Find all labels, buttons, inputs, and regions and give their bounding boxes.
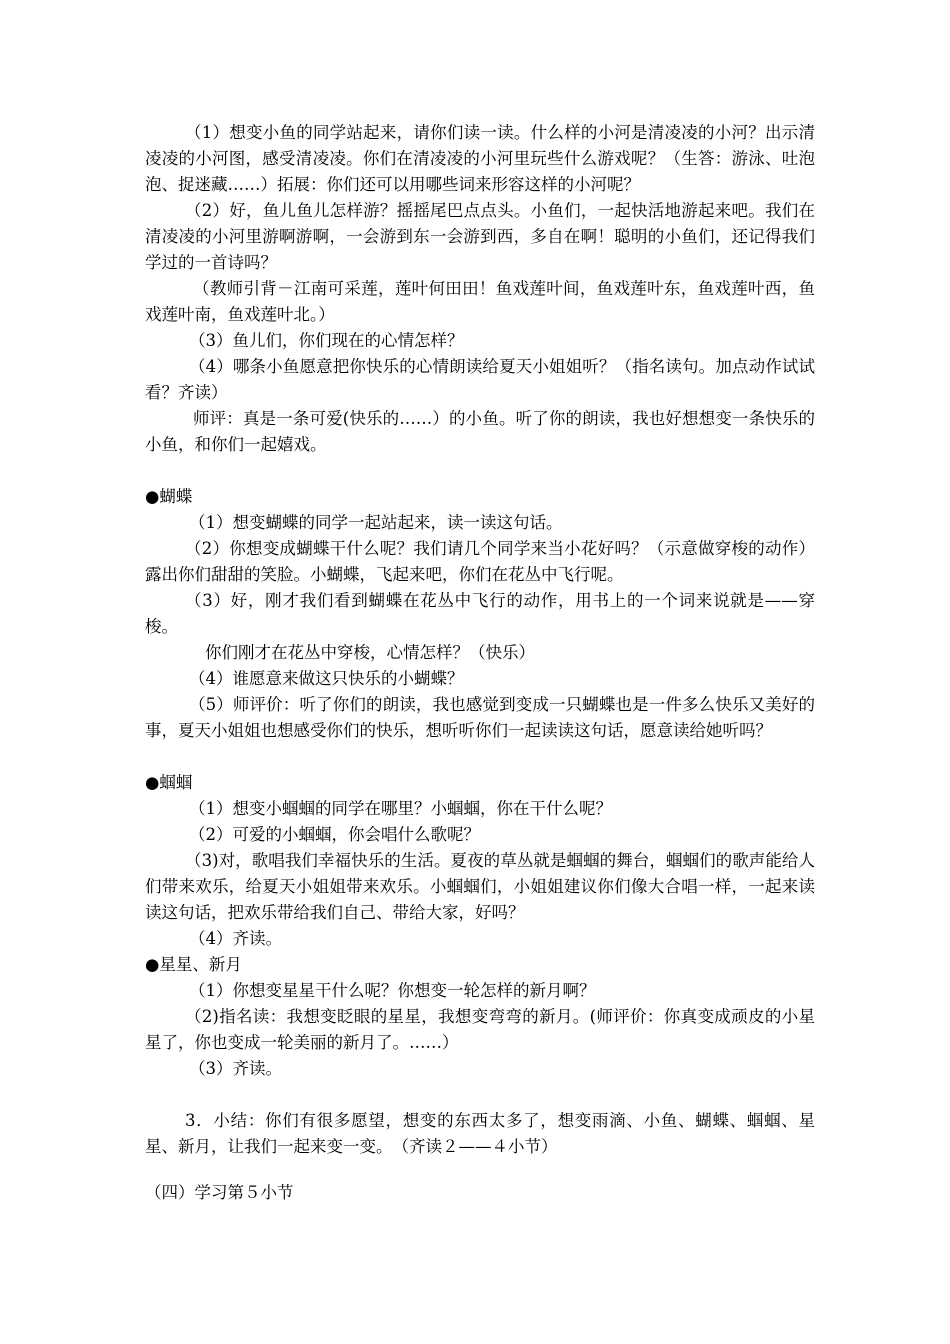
spacer [145, 1160, 815, 1180]
fish-paragraph-5: （4）哪条小鱼愿意把你快乐的心情朗读给夏天小姐姐听？（指名读句。加点动作试试看？齐读） [145, 357, 815, 402]
fish-paragraph-1: （1）想变小鱼的同学站起来，请你们读一读。什么样的小河是清凌凌的小河？出示清凌凌的小河图，感受清凌凌。你们在清凌凌的小河里玩些什么游戏呢？（生答：游泳、吐泡泡、捉迷藏……）拓展：你们还可以用哪些词来形容这样的小河呢？ [145, 123, 815, 194]
cricket-paragraph-4: （4）齐读。 [189, 929, 282, 948]
butterfly-heading: ●蝴蝶 [145, 487, 193, 506]
stars-paragraph-1: （1）你想变星星干什么呢？你想变一轮怎样的新月啊？ [189, 981, 596, 1000]
stars-paragraph-2: （2)指名读：我想变眨眼的星星，我想变弯弯的新月。(师评价：你真变成顽皮的小星星了，你也变成一轮美丽的新月了。……） [145, 1007, 815, 1052]
stars-paragraph-3: （3）齐读。 [189, 1059, 282, 1078]
butterfly-paragraph-5: （4）谁愿意来做这只快乐的小蝴蝶？ [189, 669, 464, 688]
butterfly-paragraph-3: （3）好，刚才我们看到蝴蝶在花丛中飞行的动作，用书上的一个词来说就是——穿梭。 [145, 591, 815, 636]
summary-paragraph: 3．小结：你们有很多愿望，想变的东西太多了，想变雨滴、小鱼、蝴蝶、蝈蝈、星星、新月，让我们一起来变一变。 （齐读２——４小节） [145, 1111, 815, 1156]
cricket-paragraph-2: （2）可爱的小蝈蝈，你会唱什么歌呢？ [189, 825, 480, 844]
cricket-paragraph-3: （3)对，歌唱我们幸福快乐的生活。夏夜的草丛就是蝈蝈的舞台，蝈蝈们的歌声能给人们带来欢乐，给夏天小姐姐带来欢乐。小蝈蝈们，小姐姐建议你们像大合唱一样，一起来读读这句话，把欢乐带给我们自己、带给大家，好吗？ [145, 851, 815, 922]
stars-heading: ●星星、新月 [145, 955, 242, 974]
cricket-paragraph-1: （1）想变小蝈蝈的同学在哪里？小蝈蝈，你在干什么呢？ [189, 799, 612, 818]
spacer [145, 1082, 815, 1108]
fish-paragraph-4: （3）鱼儿们，你们现在的心情怎样？ [189, 331, 464, 350]
butterfly-paragraph-4: 你们刚才在花丛中穿梭，心情怎样？（快乐） [205, 643, 535, 662]
cricket-heading: ●蝈蝈 [145, 773, 193, 792]
spacer [145, 744, 815, 770]
butterfly-paragraph-6: （5）师评价：听了你们的朗读，我也感觉到变成一只蝴蝶也是一件多么快乐又美好的事，夏天小姐姐也想感受你们的快乐，想听听你们一起读读这句话，愿意读给她听吗？ [145, 695, 815, 740]
document-page [145, 120, 815, 1206]
spacer [145, 458, 815, 484]
butterfly-paragraph-2: （2）你想变成蝴蝶干什么呢？我们请几个同学来当小花好吗？（示意做穿梭的动作）露出你们甜甜的笑脸。小蝴蝶，飞起来吧，你们在花丛中飞行呢。 [145, 539, 815, 584]
fish-paragraph-2: （2）好，鱼儿鱼儿怎样游？摇摇尾巴点点头。小鱼们，一起快活地游起来吧。我们在清凌凌的小河里游啊游啊，一会游到东一会游到西，多自在啊！聪明的小鱼们，还记得我们学过的一首诗吗？ [145, 201, 815, 272]
section-heading-4: （四）学习第５小节 [145, 1183, 294, 1202]
fish-paragraph-3: （教师引背－江南可采莲，莲叶何田田！鱼戏莲叶间，鱼戏莲叶东，鱼戏莲叶西，鱼戏莲叶南，鱼戏莲叶北。） [145, 279, 815, 324]
butterfly-paragraph-1: （1）想变蝴蝶的同学一起站起来，读一读这句话。 [189, 513, 563, 532]
fish-teacher-comment: 师评：真是一条可爱(快乐的……）的小鱼。听了你的朗读，我也好想想变一条快乐的小鱼，和你们一起嬉戏。 [145, 409, 815, 454]
